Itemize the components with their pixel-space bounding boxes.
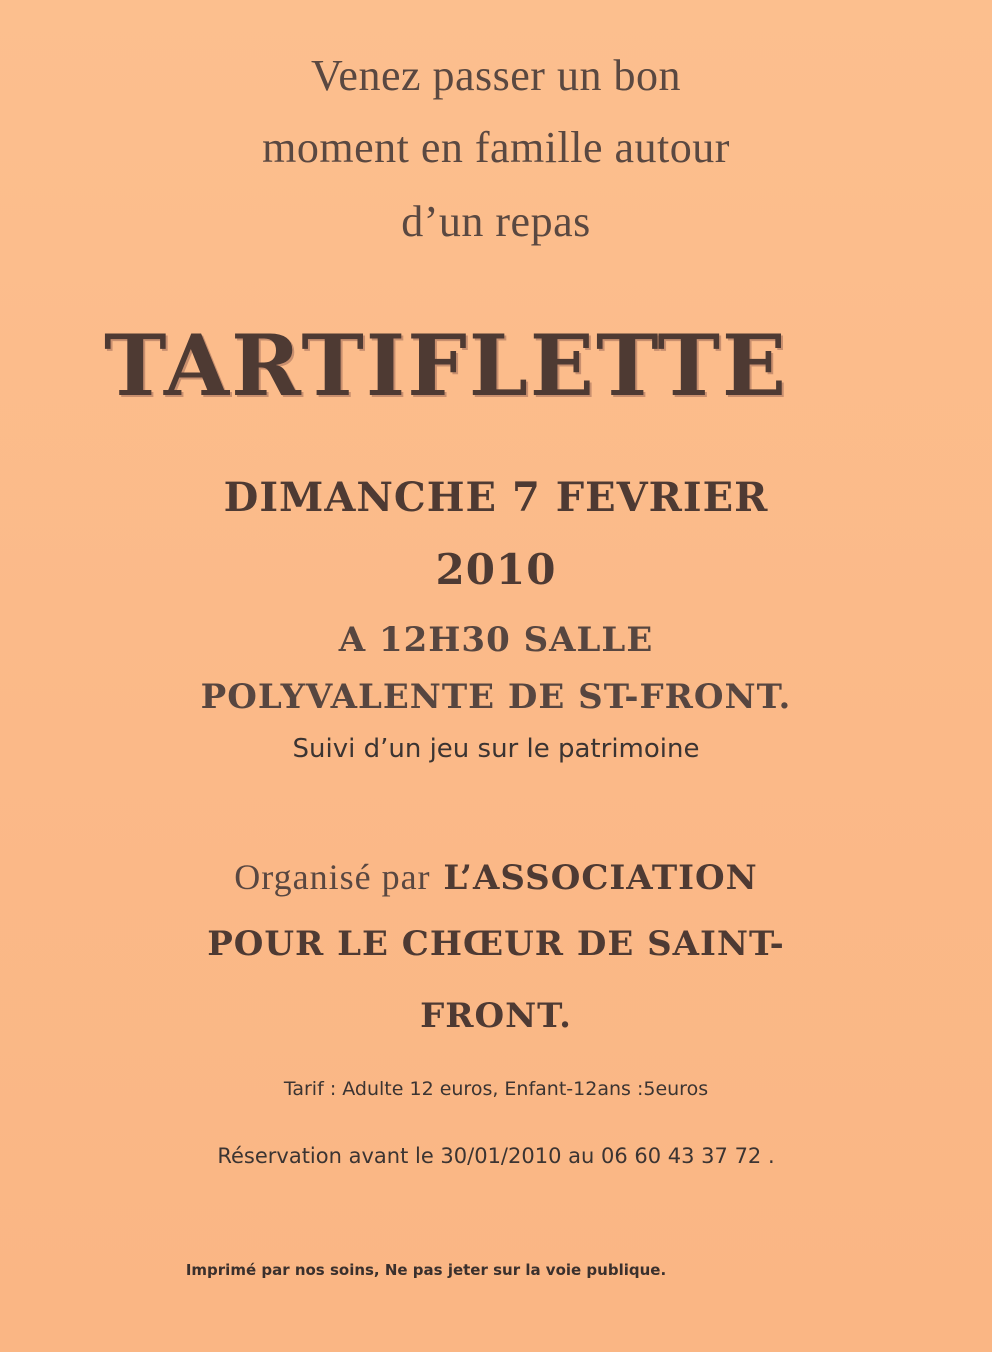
event-date: DIMANCHE 7 FEVRIER xyxy=(223,474,769,521)
event-year: 2010 xyxy=(435,545,557,594)
intro-line-1: Venez passer un bon xyxy=(311,51,681,100)
organizer-line-1 xyxy=(0,856,992,898)
intro-line-2: moment en famille autour xyxy=(262,123,730,172)
organizer-line-3: FRONT. xyxy=(420,996,572,1036)
price-info: Tarif : Adulte 12 euros, Enfant-12ans :5euros xyxy=(283,1078,709,1100)
footer-note: Imprimé par nos soins, Ne pas jeter sur la voie publique. xyxy=(185,1261,667,1279)
reservation-info: Réservation avant le 30/01/2010 au 06 60 43 37 72 . xyxy=(217,1144,775,1168)
organizer-prefix: Organisé par xyxy=(234,857,431,897)
followup-activity: Suivi d’un jeu sur le patrimoine xyxy=(292,734,700,764)
event-venue: POLYVALENTE DE ST-FRONT. xyxy=(200,677,792,717)
organizer-line-2: POUR LE CHŒUR DE SAINT- xyxy=(207,924,785,964)
intro-line-3: d’un repas xyxy=(401,197,591,246)
organizer-name-start: L’ASSOCIATION xyxy=(443,858,758,898)
event-title: TARTIFLETTE xyxy=(104,316,788,415)
event-time: A 12H30 SALLE xyxy=(338,620,654,660)
